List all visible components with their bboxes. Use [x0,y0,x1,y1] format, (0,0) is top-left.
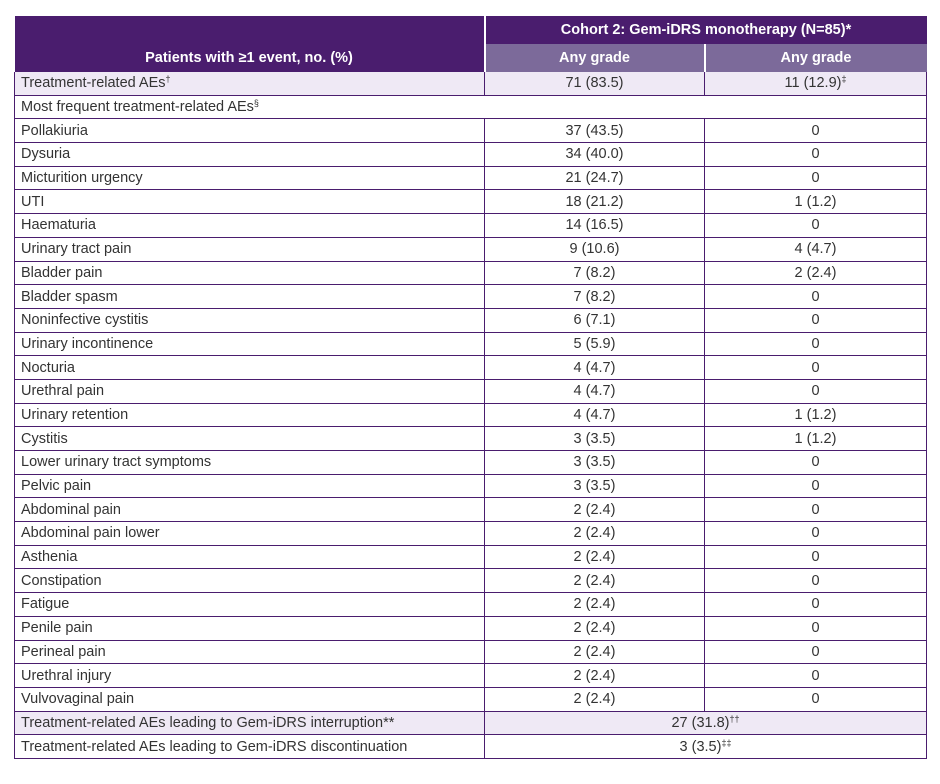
row-any-grade: 3 (3.5) [485,474,705,498]
section-label-mark: § [253,98,259,109]
row-any-grade: 2 (2.4) [485,640,705,664]
row-grade3: 0 [705,522,927,546]
row-any-grade: 2 (2.4) [485,593,705,617]
row-grade3: 1 (1.2) [705,190,927,214]
footer-value-text: 3 (3.5) [679,738,722,755]
row-label: Abdominal pain lower [15,522,485,546]
table-row [15,545,927,569]
cohort-header [485,16,927,44]
footer-row [15,735,927,759]
summary-label-text: Treatment-related AEs [21,75,166,92]
row-grade3: 0 [705,356,927,380]
row-grade3: 0 [705,593,927,617]
summary-label [15,72,485,95]
row-label: Bladder spasm [15,285,485,309]
table-row [15,379,927,403]
row-any-grade: 2 (2.4) [485,522,705,546]
footer-value-text: 27 (31.8) [671,714,730,731]
row-any-grade: 2 (2.4) [485,569,705,593]
row-label: Asthenia [15,545,485,569]
table-row [15,356,927,380]
table-row [15,332,927,356]
table-row [15,214,927,238]
row-any-grade: 3 (3.5) [485,451,705,475]
footer-value [485,735,927,759]
table-row [15,261,927,285]
row-any-grade: 2 (2.4) [485,616,705,640]
row-label: Pollakiuria [15,119,485,143]
row-grade3: 0 [705,498,927,522]
footer-row [15,711,927,735]
section-row [15,95,927,119]
row-any-grade: 5 (5.9) [485,332,705,356]
any-grade-header [485,44,705,72]
row-grade3: 0 [705,640,927,664]
row-label: Constipation [15,569,485,593]
section-label [15,95,927,119]
ae-table [14,16,927,759]
row-label: Pelvic pain [15,474,485,498]
footer-value-mark: ‡‡ [721,737,732,748]
row-any-grade: 9 (10.6) [485,237,705,261]
summary-label-mark: † [165,74,171,85]
summary-g3-text: 11 (12.9) [784,75,842,92]
row-any-grade: 6 (7.1) [485,308,705,332]
row-any-grade: 2 (2.4) [485,664,705,688]
section-label-text: Most frequent treatment-related AEs [21,99,254,116]
footer-label: Treatment-related AEs leading to Gem-iDRS interruption** [15,711,485,735]
footer-value-mark: †† [729,713,740,724]
row-grade3: 4 (4.7) [705,237,927,261]
row-grade3: 0 [705,545,927,569]
row-any-grade: 2 (2.4) [485,545,705,569]
row-label: Urinary incontinence [15,332,485,356]
row-label: Dysuria [15,143,485,167]
row-any-grade: 4 (4.7) [485,379,705,403]
ae-table-container [14,16,926,759]
row-grade3: 0 [705,451,927,475]
row-label: Nocturia [15,356,485,380]
summary-g3 [705,72,927,95]
table-row [15,593,927,617]
row-grade3: 0 [705,119,927,143]
row-grade3: 0 [705,616,927,640]
row-label: Abdominal pain [15,498,485,522]
row-any-grade: 7 (8.2) [485,261,705,285]
cohort-header-text: Cohort 2: Gem-iDRS monotherapy (N=85)* [560,22,852,38]
row-any-grade: 37 (43.5) [485,119,705,143]
row-label: UTI [15,190,485,214]
table-row [15,285,927,309]
table-row [15,498,927,522]
row-label: Cystitis [15,427,485,451]
table-row [15,427,927,451]
row-grade3: 1 (1.2) [705,403,927,427]
row-label: Fatigue [15,593,485,617]
row-grade3: 0 [705,308,927,332]
row-grade3: 0 [705,379,927,403]
header-row-cohort [15,16,927,44]
summary-g3-mark: ‡ [841,74,847,85]
row-label: Vulvovaginal pain [15,687,485,711]
row-any-grade: 18 (21.2) [485,190,705,214]
row-any-grade: 2 (2.4) [485,687,705,711]
row-label: Bladder pain [15,261,485,285]
summary-any: 71 (83.5) [485,72,705,95]
row-grade3: 0 [705,214,927,238]
table-row [15,616,927,640]
row-label: Penile pain [15,616,485,640]
table-row [15,403,927,427]
row-label-header [15,16,485,72]
row-label: Haematuria [15,214,485,238]
row-grade3: 1 (1.2) [705,427,927,451]
row-grade3: 0 [705,166,927,190]
table-row [15,237,927,261]
row-grade3: 0 [705,143,927,167]
summary-row [15,72,927,95]
row-any-grade: 14 (16.5) [485,214,705,238]
grade3-header-text: Any grade [780,50,852,66]
row-label: Noninfective cystitis [15,308,485,332]
row-grade3: 0 [705,569,927,593]
footer-label: Treatment-related AEs leading to Gem-iDRS discontinuation [15,735,485,759]
row-grade3: 0 [705,285,927,309]
grade3-header [705,44,927,72]
row-label: Urethral injury [15,664,485,688]
row-label: Urinary retention [15,403,485,427]
row-label-header-text: Patients with ≥1 event, no. (%) [145,50,353,66]
footer-value [485,711,927,735]
row-label: Lower urinary tract symptoms [15,451,485,475]
row-grade3: 2 (2.4) [705,261,927,285]
table-row [15,166,927,190]
row-label: Urinary tract pain [15,237,485,261]
row-any-grade: 7 (8.2) [485,285,705,309]
table-row [15,569,927,593]
table-row [15,687,927,711]
row-grade3: 0 [705,664,927,688]
row-any-grade: 3 (3.5) [485,427,705,451]
row-grade3: 0 [705,474,927,498]
table-row [15,664,927,688]
table-row [15,119,927,143]
row-label: Perineal pain [15,640,485,664]
table-row [15,308,927,332]
table-row [15,474,927,498]
row-label: Urethral pain [15,379,485,403]
row-any-grade: 4 (4.7) [485,403,705,427]
row-any-grade: 21 (24.7) [485,166,705,190]
any-grade-header-text: Any grade [559,50,630,66]
table-row [15,522,927,546]
row-grade3: 0 [705,687,927,711]
table-row [15,451,927,475]
table-row [15,143,927,167]
row-grade3: 0 [705,332,927,356]
row-label: Micturition urgency [15,166,485,190]
table-row [15,640,927,664]
row-any-grade: 4 (4.7) [485,356,705,380]
table-row [15,190,927,214]
row-any-grade: 34 (40.0) [485,143,705,167]
row-any-grade: 2 (2.4) [485,498,705,522]
